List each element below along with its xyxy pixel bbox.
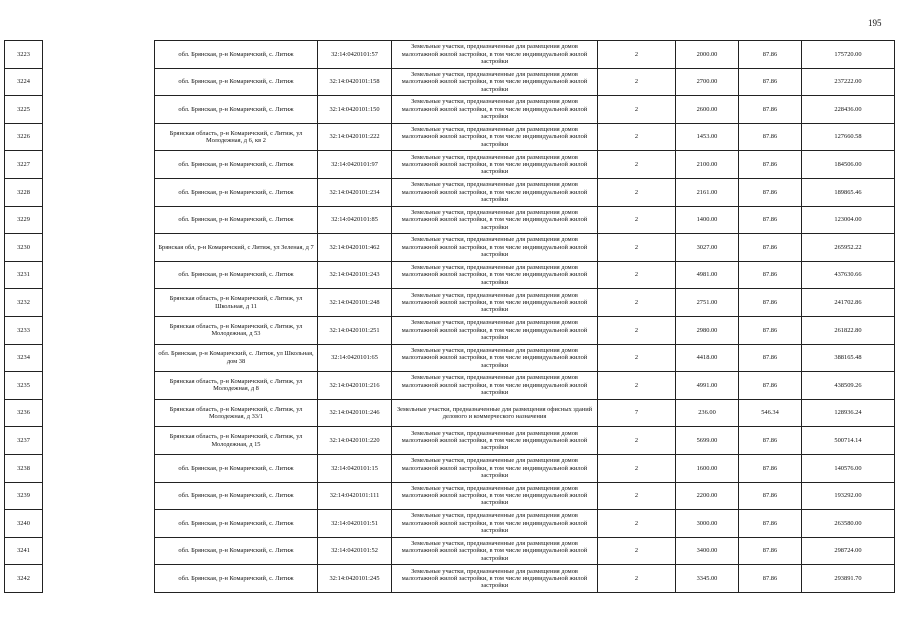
cell-specific-value: 87.86 — [739, 537, 802, 565]
table-row — [5, 289, 895, 317]
table-row — [5, 123, 895, 151]
cell-spacer — [43, 399, 155, 427]
table-row — [5, 510, 895, 538]
cell-specific-value: 87.86 — [739, 316, 802, 344]
cell-specific-value: 87.86 — [739, 372, 802, 400]
cell-address: обл. Брянская, р-н Комаричский, с. Литиж — [155, 261, 318, 289]
cell-row-number: 3227 — [5, 151, 43, 179]
table-row — [5, 234, 895, 262]
cell-group-code: 2 — [598, 344, 676, 372]
cell-spacer — [43, 565, 155, 593]
cell-spacer — [43, 344, 155, 372]
cell-land-purpose: Земельные участки, предназначенные для размещения домов малоэтажной жилой застройки, в том числе индивидуальной жилой застройки — [392, 289, 598, 317]
cell-land-purpose: Земельные участки, предназначенные для размещения домов малоэтажной жилой застройки, в том числе индивидуальной жилой застройки — [392, 178, 598, 206]
cell-spacer — [43, 234, 155, 262]
cell-cadastral-number: 32:14:0420101:15 — [318, 454, 392, 482]
cell-cadastral-number: 32:14:0420101:222 — [318, 123, 392, 151]
cell-spacer — [43, 537, 155, 565]
cell-area: 5699.00 — [676, 427, 739, 455]
table-row — [5, 178, 895, 206]
cell-area: 1453.00 — [676, 123, 739, 151]
table-row — [5, 96, 895, 124]
table-body — [5, 41, 895, 593]
table-row — [5, 427, 895, 455]
cell-address: обл. Брянская, р-н Комаричский, с. Литиж, ул Школьная, дом 38 — [155, 344, 318, 372]
cell-address: обл. Брянская, р-н Комаричский, с. Литиж — [155, 206, 318, 234]
table-row — [5, 261, 895, 289]
table-row — [5, 372, 895, 400]
cell-spacer — [43, 427, 155, 455]
cell-area: 1600.00 — [676, 454, 739, 482]
cell-area: 2980.00 — [676, 316, 739, 344]
cell-land-purpose: Земельные участки, предназначенные для размещения домов малоэтажной жилой застройки, в том числе индивидуальной жилой застройки — [392, 316, 598, 344]
cell-area: 3345.00 — [676, 565, 739, 593]
cell-group-code: 2 — [598, 510, 676, 538]
cell-row-number: 3239 — [5, 482, 43, 510]
cell-cadastral-number: 32:14:0420101:150 — [318, 96, 392, 124]
table-row — [5, 41, 895, 69]
table-row — [5, 537, 895, 565]
cell-cadastral-number: 32:14:0420101:243 — [318, 261, 392, 289]
cell-land-purpose: Земельные участки, предназначенные для размещения домов малоэтажной жилой застройки, в том числе индивидуальной жилой застройки — [392, 123, 598, 151]
cell-spacer — [43, 372, 155, 400]
cell-group-code: 2 — [598, 234, 676, 262]
cell-spacer — [43, 96, 155, 124]
cell-cadastral-value: 123004.00 — [802, 206, 895, 234]
cell-land-purpose: Земельные участки, предназначенные для размещения домов малоэтажной жилой застройки, в том числе индивидуальной жилой застройки — [392, 454, 598, 482]
cell-group-code: 2 — [598, 41, 676, 69]
table-row — [5, 151, 895, 179]
cell-group-code: 7 — [598, 399, 676, 427]
cell-cadastral-value: 228436.00 — [802, 96, 895, 124]
cell-specific-value: 87.86 — [739, 289, 802, 317]
cell-land-purpose: Земельные участки, предназначенные для размещения офисных зданий делового и коммерческого назначения — [392, 399, 598, 427]
cell-area: 4991.00 — [676, 372, 739, 400]
cell-specific-value: 87.86 — [739, 96, 802, 124]
cell-cadastral-value: 438509.26 — [802, 372, 895, 400]
cell-row-number: 3240 — [5, 510, 43, 538]
land-registry-table — [4, 40, 895, 593]
cell-cadastral-number: 32:14:0420101:248 — [318, 289, 392, 317]
cell-row-number: 3242 — [5, 565, 43, 593]
cell-row-number: 3237 — [5, 427, 43, 455]
cell-address: обл. Брянская, р-н Комаричский, с. Литиж — [155, 565, 318, 593]
cell-area: 236.00 — [676, 399, 739, 427]
cell-spacer — [43, 454, 155, 482]
cell-cadastral-value: 500714.14 — [802, 427, 895, 455]
cell-row-number: 3238 — [5, 454, 43, 482]
cell-cadastral-value: 388165.48 — [802, 344, 895, 372]
cell-group-code: 2 — [598, 68, 676, 96]
cell-address: Брянская область, р-н Комаричский, с Литиж, ул Школьная, д 11 — [155, 289, 318, 317]
cell-specific-value: 87.86 — [739, 68, 802, 96]
cell-land-purpose: Земельные участки, предназначенные для размещения домов малоэтажной жилой застройки, в том числе индивидуальной жилой застройки — [392, 537, 598, 565]
cell-area: 2700.00 — [676, 68, 739, 96]
cell-area: 3400.00 — [676, 537, 739, 565]
cell-specific-value: 87.86 — [739, 261, 802, 289]
cell-address: Брянская область, р-н Комаричский, с Литиж, ул Молодежная, д 15 — [155, 427, 318, 455]
cell-address: Брянская область, р-н Комаричский, с Литиж, ул Молодежная, д 33/1 — [155, 399, 318, 427]
table-row — [5, 344, 895, 372]
cell-spacer — [43, 41, 155, 69]
table-row — [5, 565, 895, 593]
table-row — [5, 206, 895, 234]
cell-row-number: 3232 — [5, 289, 43, 317]
cell-row-number: 3235 — [5, 372, 43, 400]
cell-land-purpose: Земельные участки, предназначенные для размещения домов малоэтажной жилой застройки, в том числе индивидуальной жилой застройки — [392, 41, 598, 69]
cell-row-number: 3234 — [5, 344, 43, 372]
cell-specific-value: 87.86 — [739, 565, 802, 593]
cell-spacer — [43, 316, 155, 344]
cell-cadastral-value: 293891.70 — [802, 565, 895, 593]
cell-land-purpose: Земельные участки, предназначенные для размещения домов малоэтажной жилой застройки, в том числе индивидуальной жилой застройки — [392, 482, 598, 510]
cell-land-purpose: Земельные участки, предназначенные для размещения домов малоэтажной жилой застройки, в том числе индивидуальной жилой застройки — [392, 96, 598, 124]
cell-address: обл. Брянская, р-н Комаричский, с. Литиж — [155, 151, 318, 179]
cell-address: Брянская область, р-н Комаричский, с Литиж, ул Молодежная, д 8 — [155, 372, 318, 400]
cell-cadastral-number: 32:14:0420101:97 — [318, 151, 392, 179]
cell-specific-value: 87.86 — [739, 151, 802, 179]
cell-cadastral-number: 32:14:0420101:251 — [318, 316, 392, 344]
cell-area: 2100.00 — [676, 151, 739, 179]
cell-specific-value: 87.86 — [739, 234, 802, 262]
cell-row-number: 3226 — [5, 123, 43, 151]
cell-address: обл. Брянская, р-н Комаричский, с. Литиж — [155, 510, 318, 538]
cell-specific-value: 87.86 — [739, 344, 802, 372]
table-row — [5, 399, 895, 427]
cell-spacer — [43, 261, 155, 289]
cell-cadastral-value: 265952.22 — [802, 234, 895, 262]
cell-specific-value: 87.86 — [739, 41, 802, 69]
cell-area: 3000.00 — [676, 510, 739, 538]
cell-group-code: 2 — [598, 96, 676, 124]
cell-group-code: 2 — [598, 123, 676, 151]
cell-cadastral-number: 32:14:0420101:245 — [318, 565, 392, 593]
cell-specific-value: 87.86 — [739, 427, 802, 455]
cell-land-purpose: Земельные участки, предназначенные для размещения домов малоэтажной жилой застройки, в том числе индивидуальной жилой застройки — [392, 261, 598, 289]
cell-address: обл. Брянская, р-н Комаричский, с. Литиж — [155, 41, 318, 69]
cell-cadastral-value: 193292.00 — [802, 482, 895, 510]
cell-group-code: 2 — [598, 537, 676, 565]
cell-cadastral-number: 32:14:0420101:462 — [318, 234, 392, 262]
cell-land-purpose: Земельные участки, предназначенные для размещения домов малоэтажной жилой застройки, в том числе индивидуальной жилой застройки — [392, 510, 598, 538]
cell-land-purpose: Земельные участки, предназначенные для размещения домов малоэтажной жилой застройки, в том числе индивидуальной жилой застройки — [392, 151, 598, 179]
cell-cadastral-value: 184506.00 — [802, 151, 895, 179]
cell-specific-value: 87.86 — [739, 123, 802, 151]
cell-address: Брянская область, р-н Комаричский, с Литиж, ул Молодежная, д 6, кв 2 — [155, 123, 318, 151]
cell-row-number: 3225 — [5, 96, 43, 124]
cell-cadastral-number: 32:14:0420101:216 — [318, 372, 392, 400]
cell-row-number: 3231 — [5, 261, 43, 289]
cell-land-purpose: Земельные участки, предназначенные для размещения домов малоэтажной жилой застройки, в том числе индивидуальной жилой застройки — [392, 234, 598, 262]
cell-cadastral-number: 32:14:0420101:57 — [318, 41, 392, 69]
cell-spacer — [43, 482, 155, 510]
cell-group-code: 2 — [598, 261, 676, 289]
cell-group-code: 2 — [598, 372, 676, 400]
cell-group-code: 2 — [598, 178, 676, 206]
cell-area: 2200.00 — [676, 482, 739, 510]
cell-land-purpose: Земельные участки, предназначенные для размещения домов малоэтажной жилой застройки, в том числе индивидуальной жилой застройки — [392, 206, 598, 234]
cell-cadastral-value: 241702.86 — [802, 289, 895, 317]
cell-address: обл. Брянская, р-н Комаричский, с. Литиж — [155, 537, 318, 565]
cell-area: 1400.00 — [676, 206, 739, 234]
cell-land-purpose: Земельные участки, предназначенные для размещения домов малоэтажной жилой застройки, в том числе индивидуальной жилой застройки — [392, 68, 598, 96]
cell-cadastral-value: 189865.46 — [802, 178, 895, 206]
cell-group-code: 2 — [598, 289, 676, 317]
cell-cadastral-number: 32:14:0420101:51 — [318, 510, 392, 538]
cell-row-number: 3230 — [5, 234, 43, 262]
cell-specific-value: 87.86 — [739, 454, 802, 482]
cell-address: обл. Брянская, р-н Комаричский, с. Литиж — [155, 454, 318, 482]
cell-cadastral-value: 127660.58 — [802, 123, 895, 151]
cell-cadastral-value: 128936.24 — [802, 399, 895, 427]
cell-row-number: 3236 — [5, 399, 43, 427]
cell-row-number: 3241 — [5, 537, 43, 565]
cell-cadastral-number: 32:14:0420101:52 — [318, 537, 392, 565]
cell-land-purpose: Земельные участки, предназначенные для размещения домов малоэтажной жилой застройки, в том числе индивидуальной жилой застройки — [392, 565, 598, 593]
cell-group-code: 2 — [598, 206, 676, 234]
cell-cadastral-number: 32:14:0420101:234 — [318, 178, 392, 206]
table-row — [5, 316, 895, 344]
cell-address: обл. Брянская, р-н Комаричский, с. Литиж — [155, 178, 318, 206]
cell-area: 2000.00 — [676, 41, 739, 69]
cell-address: Брянская обл, р-н Комаричский, с Литиж, ул Зеленая, д 7 — [155, 234, 318, 262]
cell-cadastral-value: 298724.00 — [802, 537, 895, 565]
cell-cadastral-number: 32:14:0420101:220 — [318, 427, 392, 455]
cell-cadastral-number: 32:14:0420101:246 — [318, 399, 392, 427]
cell-area: 4418.00 — [676, 344, 739, 372]
cell-cadastral-value: 261822.80 — [802, 316, 895, 344]
cell-specific-value: 87.86 — [739, 482, 802, 510]
table-row — [5, 482, 895, 510]
cell-address: обл. Брянская, р-н Комаричский, с. Литиж — [155, 68, 318, 96]
cell-area: 2600.00 — [676, 96, 739, 124]
cell-group-code: 2 — [598, 482, 676, 510]
cell-area: 2751.00 — [676, 289, 739, 317]
cell-cadastral-number: 32:14:0420101:111 — [318, 482, 392, 510]
cell-row-number: 3223 — [5, 41, 43, 69]
cell-cadastral-value: 237222.00 — [802, 68, 895, 96]
cell-spacer — [43, 68, 155, 96]
cell-address: Брянская область, р-н Комаричский, с Литиж, ул Молодежная, д 53 — [155, 316, 318, 344]
cell-cadastral-value: 175720.00 — [802, 41, 895, 69]
cell-area: 3027.00 — [676, 234, 739, 262]
cell-area: 4981.00 — [676, 261, 739, 289]
cell-row-number: 3228 — [5, 178, 43, 206]
cell-specific-value: 87.86 — [739, 510, 802, 538]
cell-land-purpose: Земельные участки, предназначенные для размещения домов малоэтажной жилой застройки, в том числе индивидуальной жилой застройки — [392, 372, 598, 400]
cell-group-code: 2 — [598, 316, 676, 344]
table-row — [5, 68, 895, 96]
cell-cadastral-number: 32:14:0420101:85 — [318, 206, 392, 234]
cell-spacer — [43, 151, 155, 179]
cell-row-number: 3229 — [5, 206, 43, 234]
cell-group-code: 2 — [598, 454, 676, 482]
cell-address: обл. Брянская, р-н Комаричский, с. Литиж — [155, 96, 318, 124]
cell-group-code: 2 — [598, 565, 676, 593]
cell-area: 2161.00 — [676, 178, 739, 206]
cell-spacer — [43, 178, 155, 206]
cell-cadastral-number: 32:14:0420101:158 — [318, 68, 392, 96]
cell-cadastral-number: 32:14:0420101:65 — [318, 344, 392, 372]
cell-specific-value: 87.86 — [739, 178, 802, 206]
cell-group-code: 2 — [598, 427, 676, 455]
cell-row-number: 3224 — [5, 68, 43, 96]
table-row — [5, 454, 895, 482]
cell-group-code: 2 — [598, 151, 676, 179]
cell-address: обл. Брянская, р-н Комаричский, с. Литиж — [155, 482, 318, 510]
cell-cadastral-value: 263580.00 — [802, 510, 895, 538]
cell-cadastral-value: 437630.66 — [802, 261, 895, 289]
cell-spacer — [43, 206, 155, 234]
cell-spacer — [43, 510, 155, 538]
cell-spacer — [43, 289, 155, 317]
cell-land-purpose: Земельные участки, предназначенные для размещения домов малоэтажной жилой застройки, в том числе индивидуальной жилой застройки — [392, 427, 598, 455]
cell-land-purpose: Земельные участки, предназначенные для размещения домов малоэтажной жилой застройки, в том числе индивидуальной жилой застройки — [392, 344, 598, 372]
cell-cadastral-value: 140576.00 — [802, 454, 895, 482]
cell-specific-value: 546.34 — [739, 399, 802, 427]
page-number: 195 — [868, 18, 882, 28]
cell-spacer — [43, 123, 155, 151]
cell-specific-value: 87.86 — [739, 206, 802, 234]
cell-row-number: 3233 — [5, 316, 43, 344]
